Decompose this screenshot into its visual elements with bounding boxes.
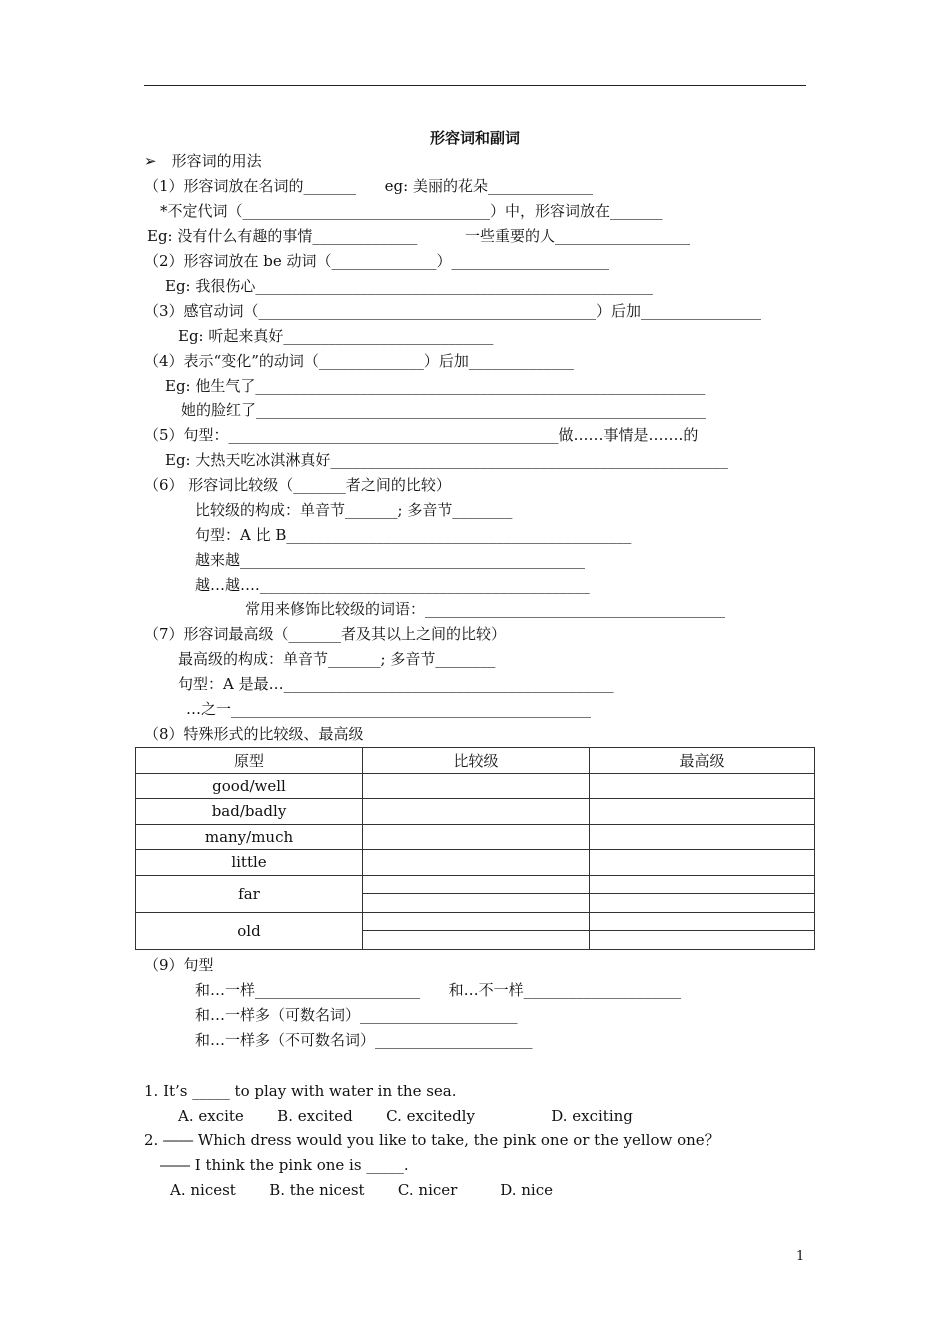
line: （9）句型 <box>144 956 214 974</box>
line: Eg: 没有什么有趣的事情______________ 一些重要的人__________________ <box>147 227 691 245</box>
line: （2）形容词放在 be 动词（______________）_____________________ <box>144 252 610 270</box>
table-cell <box>590 850 815 876</box>
table-cell: bad/badly <box>136 799 363 825</box>
header-rule <box>144 85 806 86</box>
table-cell <box>590 773 815 799</box>
table-cell <box>590 799 815 825</box>
line: 越来越______________________________________________ <box>195 551 586 569</box>
table-row <box>136 824 815 850</box>
question-1-options: A. excite B. excited C. excitedly D. exciting <box>178 1107 633 1125</box>
table-cell <box>590 824 815 850</box>
question-2-answer: ―― I think the pink one is _____. <box>160 1156 409 1174</box>
page-number: 1 <box>796 1249 805 1264</box>
table-cell: far <box>136 875 363 912</box>
table-cell <box>590 894 815 913</box>
line: Eg: 听起来真好____________________________ <box>178 327 494 345</box>
table-cell <box>363 850 590 876</box>
line: 句型：A 是最…____________________________________________ <box>178 675 614 693</box>
table-cell <box>363 875 590 894</box>
line: （8）特殊形式的比较级、最高级 <box>144 725 364 743</box>
line: （4）表示“变化”的动词（______________）后加______________ <box>144 352 574 370</box>
question-1: 1. It’s _____ to play with water in the sea. <box>144 1082 457 1100</box>
header-cell: 最高级 <box>590 748 815 774</box>
table-row <box>136 912 815 931</box>
comparison-table <box>135 747 815 950</box>
table-row <box>136 773 815 799</box>
line: 和…一样______________________ 和…不一样_____________________ <box>195 981 682 999</box>
section-heading: ➢ 形容词的用法 <box>144 152 262 170</box>
line: （6） 形容词比较级（_______者之间的比较） <box>144 476 451 494</box>
table-cell <box>590 912 815 931</box>
question-2-options: A. nicest B. the nicest C. nicer D. nice <box>170 1181 553 1199</box>
line: 她的脸红了____________________________________________________________ <box>181 401 707 419</box>
header-cell: 比较级 <box>363 748 590 774</box>
table-row <box>136 850 815 876</box>
line: （7）形容词最高级（_______者及其以上之间的比较） <box>144 625 507 643</box>
table-row <box>136 799 815 825</box>
table-cell <box>363 773 590 799</box>
line: （3）感官动词（_____________________________________________）后加________________ <box>144 302 762 320</box>
table-cell: little <box>136 850 363 876</box>
table-cell <box>590 931 815 950</box>
table-cell: good/well <box>136 773 363 799</box>
line: 常用来修饰比较级的词语：________________________________________ <box>245 600 726 618</box>
line: 和…一样多（不可数名词）_____________________ <box>195 1031 533 1049</box>
header-cell: 原型 <box>136 748 363 774</box>
line: …之一________________________________________________ <box>186 700 592 718</box>
line: Eg: 大热天吃冰淇淋真好_____________________________________________________ <box>165 451 728 469</box>
line: 越…越….____________________________________________ <box>195 576 590 594</box>
table-header-row <box>136 748 815 774</box>
line: （5）句型：____________________________________________做……事情是…….的 <box>144 426 699 444</box>
line: 比较级的构成：单音节_______; 多音节________ <box>195 501 513 519</box>
table-cell <box>363 824 590 850</box>
line: 最高级的构成：单音节_______; 多音节________ <box>178 650 496 668</box>
line: （1）形容词放在名词的_______ eg: 美丽的花朵______________ <box>144 177 593 195</box>
line: *不定代词（_________________________________）中，形容词放在_______ <box>160 202 663 220</box>
page-title: 形容词和副词 <box>429 129 520 147</box>
table-cell <box>363 894 590 913</box>
question-2: 2. ―― Which dress would you like to take, the pink one or the yellow one？ <box>144 1131 720 1149</box>
table-cell <box>363 799 590 825</box>
line: 和…一样多（可数名词）_____________________ <box>195 1006 518 1024</box>
line: Eg: 我很伤心_____________________________________________________ <box>165 277 653 295</box>
table-row <box>136 875 815 894</box>
table-cell: old <box>136 912 363 949</box>
table-cell <box>363 912 590 931</box>
line: Eg: 他生气了____________________________________________________________ <box>165 377 706 395</box>
table-cell: many/much <box>136 824 363 850</box>
table-cell <box>590 875 815 894</box>
line: 句型：A 比 B______________________________________________ <box>195 526 632 544</box>
table-cell <box>363 931 590 950</box>
